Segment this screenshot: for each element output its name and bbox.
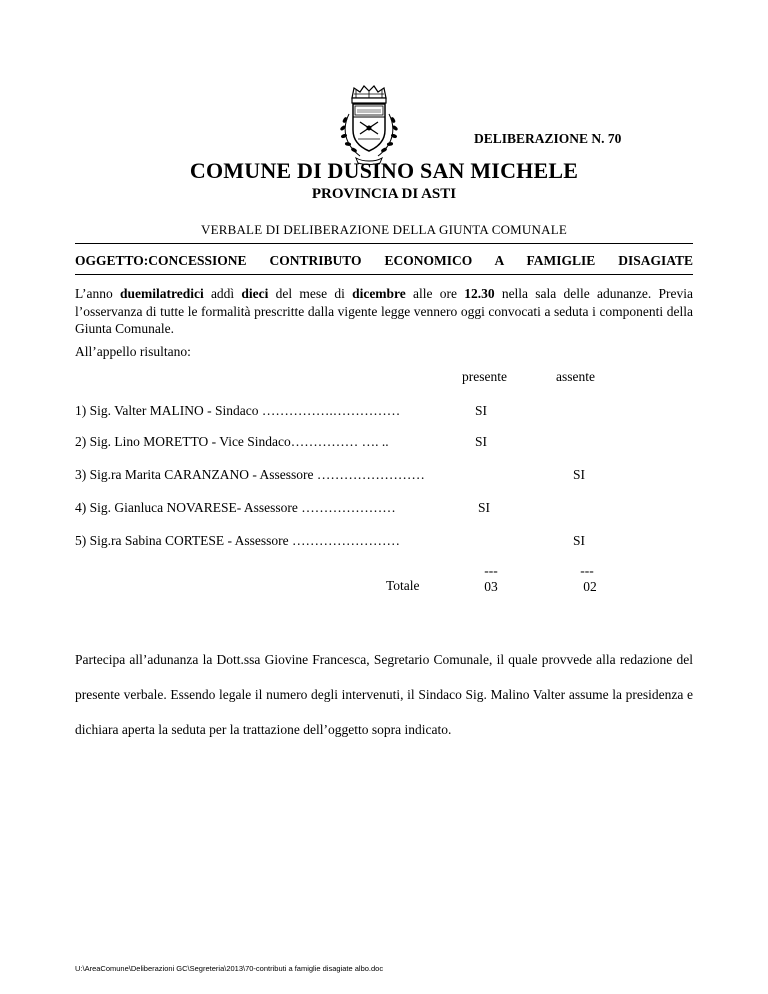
column-header-presente: presente — [462, 369, 507, 384]
deliberation-number: DELIBERAZIONE N. 70 — [474, 131, 622, 146]
column-header-assente: assente — [556, 369, 595, 384]
member-assente: SI — [573, 467, 586, 482]
province-subtitle: PROVINCIA DI ASTI — [311, 186, 457, 202]
member-assente: SI — [573, 533, 586, 548]
total-label: Totale — [386, 578, 420, 593]
member-presente: SI — [478, 500, 491, 515]
time-text: 12.30 — [464, 286, 495, 301]
member-name: 5) Sig.ra Sabina CORTESE - Assessore …………………… — [75, 533, 401, 548]
total-assente: --- 02 — [580, 563, 597, 594]
member-presente: SI — [475, 434, 488, 449]
closing-paragraph: Partecipa all’adunanza la Dott.ssa Giovine Francesca, Segretario Comunale, il quale provvede alla redazione del presente verbale. Essendo legale il numero degli intervenuti, il Sindaco Sig. Malino Valter assume la presidenza e dichiara aperta la seduta per la trattazione dell’oggetto sopra indicato. — [75, 652, 693, 737]
month-text: dicembre — [352, 286, 406, 301]
member-name: 4) Sig. Gianluca NOVARESE- Assessore ………………… — [75, 500, 396, 515]
roll-call-label: All’appello risultano: — [75, 344, 191, 359]
municipal-crest-emblem — [330, 84, 408, 166]
file-path-footer: U:\AreaComune\Deliberazioni GC\Segreteria\2013\70-contributi a famiglie disagiate albo.doc — [75, 964, 384, 973]
municipality-title: COMUNE DI DUSINO SAN MICHELE — [189, 158, 579, 183]
member-name: 2) Sig. Lino MORETTO - Vice Sindaco…………… …. .. — [75, 434, 389, 449]
document-type-heading: VERBALE DI DELIBERAZIONE DELLA GIUNTA COMUNALE — [201, 222, 567, 237]
top-divider — [75, 243, 693, 244]
introduction-paragraph: L’anno duemilatredici addì dieci del mese di dicembre alle ore 12.30 nella sala delle adunanze. Previa l’osservanza di tutte le formalità prescritte dalla vigente legge vennero oggi convocati a seduta i componenti della Giunta Comunale. — [75, 286, 694, 336]
member-name: 1) Sig. Valter MALINO - Sindaco …………….…………… — [75, 403, 401, 418]
bottom-divider — [75, 274, 693, 275]
subject-line: OGGETTO:CONCESSIONE CONTRIBUTO ECONOMICO A FAMIGLIE DISAGIATE — [75, 253, 693, 268]
member-name: 3) Sig.ra Marita CARANZANO - Assessore …………………… — [75, 467, 425, 482]
year-text: duemilatredici — [119, 286, 204, 301]
member-presente: SI — [475, 403, 488, 418]
day-text: dieci — [241, 286, 269, 301]
total-presente: --- 03 — [484, 563, 498, 594]
